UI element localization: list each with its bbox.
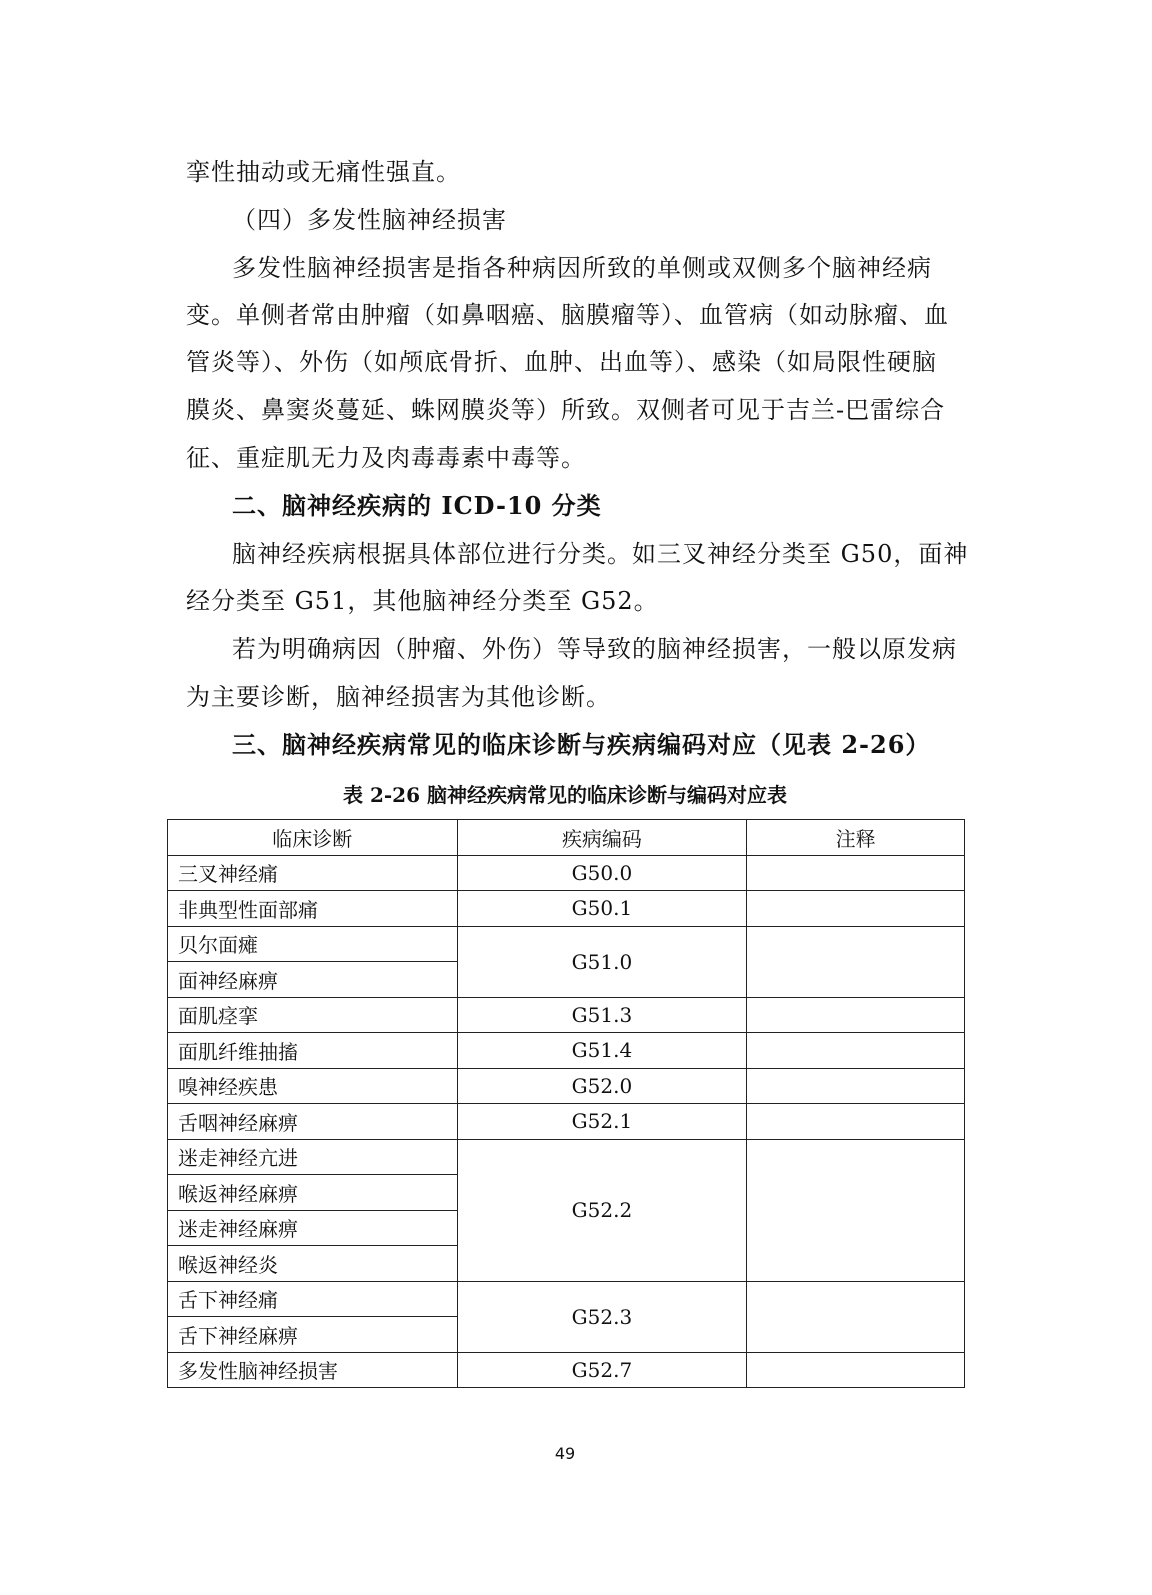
code-cell: G51.0 xyxy=(457,926,747,997)
code-cell: G50.0 xyxy=(457,855,747,891)
header-diagnosis: 临床诊断 xyxy=(168,820,458,856)
table-row xyxy=(168,997,965,1033)
paragraph-line: 多发性脑神经损害是指各种病因所致的单侧或双侧多个脑神经病 xyxy=(232,254,932,282)
paragraph-line: 经分类至 G51，其他脑神经分类至 G52。 xyxy=(186,587,659,615)
notes-cell xyxy=(747,1281,965,1352)
table-header-row xyxy=(168,820,965,856)
diagnosis-cell: 舌下神经痛 xyxy=(168,1281,458,1317)
subsection-heading: （四）多发性脑神经损害 xyxy=(232,206,507,234)
diagnosis-cell: 面神经麻痹 xyxy=(168,962,458,998)
table-row xyxy=(168,1352,965,1388)
code-cell: G52.3 xyxy=(457,1281,747,1352)
code-cell: G52.2 xyxy=(457,1139,747,1281)
header-notes: 注释 xyxy=(747,820,965,856)
table-row xyxy=(168,1033,965,1069)
diagnosis-cell: 贝尔面瘫 xyxy=(168,926,458,962)
diagnosis-cell: 迷走神经麻痹 xyxy=(168,1210,458,1246)
page-number: 49 xyxy=(554,1444,576,1463)
notes-cell xyxy=(747,1033,965,1069)
table-row xyxy=(168,855,965,891)
section-heading: 三、脑神经疾病常见的临床诊断与疾病编码对应（见表 2-26） xyxy=(232,730,931,759)
paragraph-line: 征、重症肌无力及肉毒毒素中毒等。 xyxy=(186,444,586,472)
code-cell: G52.0 xyxy=(457,1068,747,1104)
diagnosis-cell: 面肌痉挛 xyxy=(168,997,458,1033)
table-row xyxy=(168,891,965,927)
diagnosis-cell: 喉返神经炎 xyxy=(168,1246,458,1282)
table-row xyxy=(168,1281,965,1317)
code-cell: G51.4 xyxy=(457,1033,747,1069)
section-heading: 二、脑神经疾病的 ICD-10 分类 xyxy=(232,491,602,520)
code-cell: G52.7 xyxy=(457,1352,747,1388)
table-caption: 表 2-26 脑神经疾病常见的临床诊断与编码对应表 xyxy=(343,783,787,807)
diagnosis-cell: 面肌纤维抽搐 xyxy=(168,1033,458,1069)
paragraph-line: 管炎等）、外伤（如颅底骨折、血肿、出血等）、感染（如局限性硬脑 xyxy=(186,348,937,376)
paragraph-line: 变。单侧者常由肿瘤（如鼻咽癌、脑膜瘤等）、血管病（如动脉瘤、血 xyxy=(186,301,949,329)
paragraph-line: 膜炎、鼻窦炎蔓延、蛛网膜炎等）所致。双侧者可见于吉兰-巴雷综合 xyxy=(186,396,946,424)
diagnosis-cell: 喉返神经麻痹 xyxy=(168,1175,458,1211)
header-code: 疾病编码 xyxy=(457,820,747,856)
notes-cell xyxy=(747,891,965,927)
paragraph-line: 为主要诊断，脑神经损害为其他诊断。 xyxy=(186,683,611,711)
diagnosis-cell: 舌下神经麻痹 xyxy=(168,1317,458,1353)
diagnosis-cell: 迷走神经亢进 xyxy=(168,1139,458,1175)
diagnosis-code-table xyxy=(167,819,965,1388)
code-cell: G50.1 xyxy=(457,891,747,927)
notes-cell xyxy=(747,1104,965,1140)
diagnosis-cell: 三叉神经痛 xyxy=(168,855,458,891)
diagnosis-cell: 多发性脑神经损害 xyxy=(168,1352,458,1388)
notes-cell xyxy=(747,926,965,997)
diagnosis-cell: 舌咽神经麻痹 xyxy=(168,1104,458,1140)
notes-cell xyxy=(747,1352,965,1388)
table-row xyxy=(168,1068,965,1104)
notes-cell xyxy=(747,1068,965,1104)
paragraph-line: 若为明确病因（肿瘤、外伤）等导致的脑神经损害，一般以原发病 xyxy=(232,635,957,663)
code-cell: G52.1 xyxy=(457,1104,747,1140)
table-row xyxy=(168,1139,965,1175)
table-row xyxy=(168,926,965,962)
paragraph-line: 挛性抽动或无痛性强直。 xyxy=(186,158,461,186)
notes-cell xyxy=(747,1139,965,1281)
paragraph-line: 脑神经疾病根据具体部位进行分类。如三叉神经分类至 G50，面神 xyxy=(232,540,969,568)
table-row xyxy=(168,1104,965,1140)
notes-cell xyxy=(747,997,965,1033)
diagnosis-cell: 嗅神经疾患 xyxy=(168,1068,458,1104)
code-cell: G51.3 xyxy=(457,997,747,1033)
diagnosis-cell: 非典型性面部痛 xyxy=(168,891,458,927)
notes-cell xyxy=(747,855,965,891)
